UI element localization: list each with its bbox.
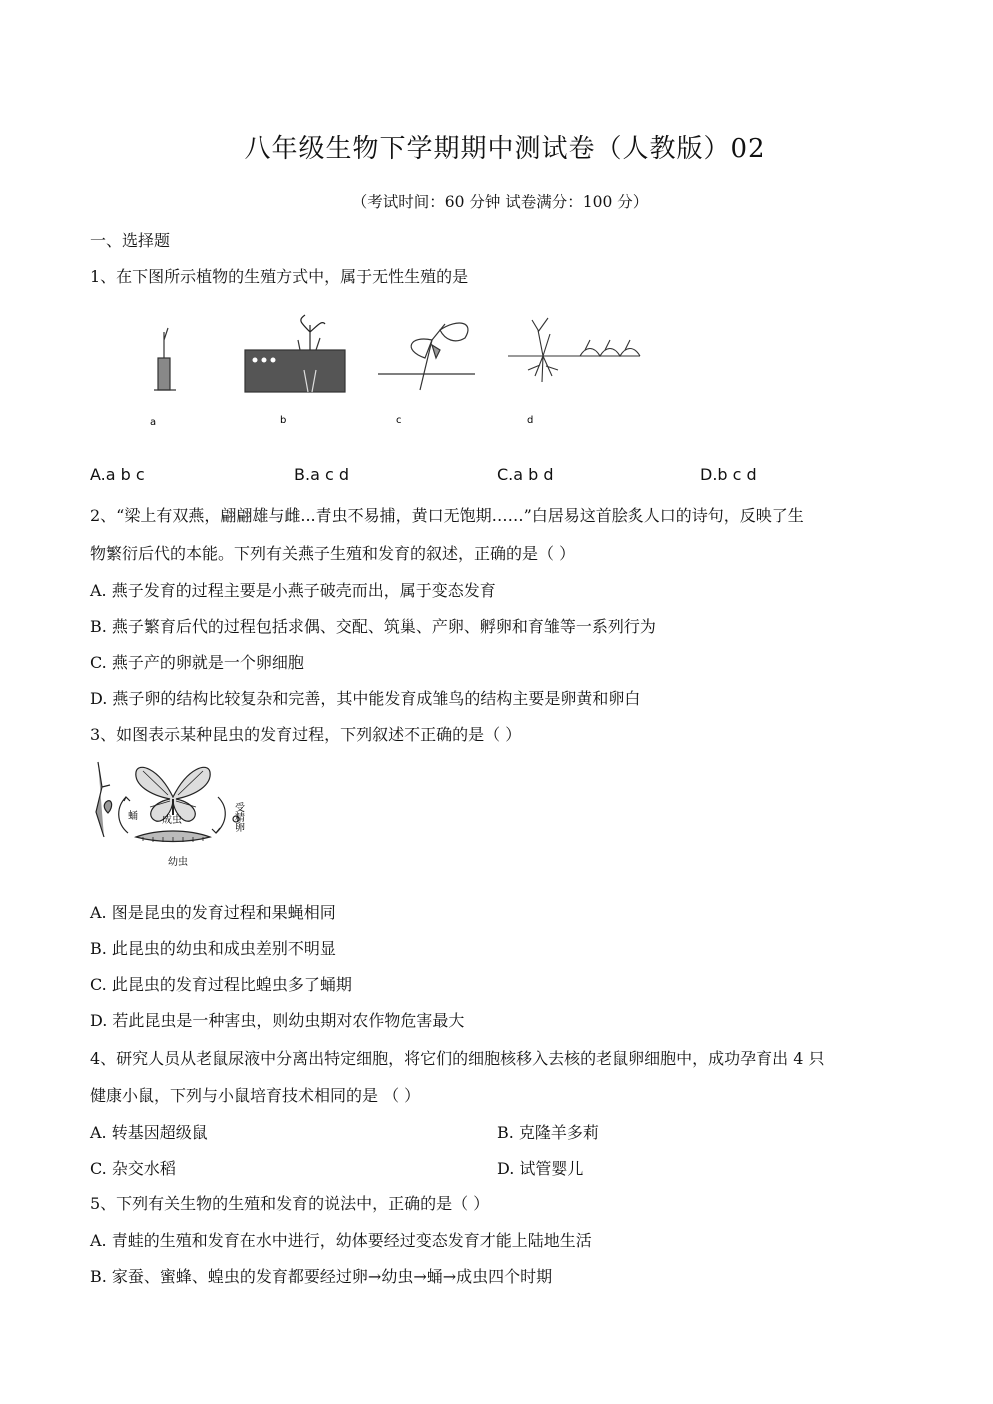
q3-option-a: A. 图是昆虫的发育过程和果蝇相同 bbox=[90, 903, 336, 922]
q4-stem-line1: 4、研究人员从老鼠尿液中分离出特定细胞，将它们的细胞核移入去核的老鼠卵细胞中，成功孕育出 4 只 bbox=[90, 1049, 825, 1068]
q4-stem-line2: 健康小鼠，下列与小鼠培育技术相同的是 （ ） bbox=[90, 1086, 421, 1105]
q1-plant-figure bbox=[140, 310, 660, 435]
q4-option-b: B. 克隆羊多莉 bbox=[497, 1123, 599, 1142]
q3-option-c: C. 此昆虫的发育过程比蝗虫多了蛹期 bbox=[90, 975, 352, 994]
section-heading: 一、选择题 bbox=[90, 231, 171, 250]
q4-option-a: A. 转基因超级鼠 bbox=[90, 1123, 208, 1142]
q1-option-a: A.a b c bbox=[90, 465, 145, 484]
q4-option-d: D. 试管婴儿 bbox=[497, 1159, 584, 1178]
q3-option-b: B. 此昆虫的幼虫和成虫差别不明显 bbox=[90, 939, 336, 958]
label-adult: 成虫 bbox=[162, 815, 182, 826]
figure-a-grafting bbox=[154, 328, 176, 390]
q5-option-b: B. 家蚕、蜜蜂、蝗虫的发育都要经过卵→幼虫→蛹→成虫四个时期 bbox=[90, 1267, 553, 1286]
figure-label-a: a bbox=[150, 417, 157, 428]
page-title: 八年级生物下学期期中测试卷（人教版）02 bbox=[244, 134, 766, 164]
q5-option-a: A. 青蛙的生殖和发育在水中进行，幼体要经过变态发育才能上陆地生活 bbox=[90, 1231, 592, 1250]
figure-d-runner bbox=[508, 318, 640, 382]
q1-option-c: C.a b d bbox=[497, 465, 554, 484]
figure-label-d: d bbox=[527, 415, 534, 426]
q2-stem-line2: 物繁衍后代的本能。下列有关燕子生殖和发育的叙述，正确的是（ ） bbox=[90, 544, 576, 563]
label-fertilized-egg-1: 受精卵 bbox=[232, 802, 244, 832]
figure-label-c: c bbox=[396, 415, 402, 426]
q2-option-c: C. 燕子产的卵就是一个卵细胞 bbox=[90, 653, 304, 672]
q2-option-a: A. 燕子发育的过程主要是小燕子破壳而出，属于变态发育 bbox=[90, 581, 496, 600]
q1-stem: 1、在下图所示植物的生殖方式中，属于无性生殖的是 bbox=[90, 267, 469, 286]
q2-option-b: B. 燕子繁育后代的过程包括求偶、交配、筑巢、产卵、孵卵和育雏等一系列行为 bbox=[90, 617, 656, 636]
figure-b-seedling bbox=[245, 315, 345, 392]
q1-option-d: D.b c d bbox=[700, 465, 757, 484]
label-larva: 幼虫 bbox=[168, 857, 188, 868]
q3-option-d: D. 若此昆虫是一种害虫，则幼虫期对农作物危害最大 bbox=[90, 1011, 465, 1030]
q4-option-c: C. 杂交水稻 bbox=[90, 1159, 176, 1178]
label-pupa: 蛹 bbox=[128, 811, 138, 822]
q3-stem: 3、如图表示某种昆虫的发育过程，下列叙述不正确的是（ ） bbox=[90, 725, 522, 744]
q2-stem-line1: 2、“梁上有双燕，翩翩雄与雌...青虫不易捕，黄口无饱期……”白居易这首脍炙人口的诗句，反映了生 bbox=[90, 506, 804, 525]
q2-option-d: D. 燕子卵的结构比较复杂和完善，其中能发育成雏鸟的结构主要是卵黄和卵白 bbox=[90, 689, 641, 708]
figure-label-b: b bbox=[280, 415, 287, 426]
q3-insect-lifecycle-figure bbox=[88, 757, 258, 877]
q5-stem: 5、下列有关生物的生殖和发育的说法中，正确的是（ ） bbox=[90, 1194, 490, 1213]
label-fertilized-egg bbox=[233, 802, 245, 833]
figure-c-cutting bbox=[378, 323, 475, 390]
exam-info: （考试时间：60 分钟 试卷满分：100 分） bbox=[351, 193, 649, 211]
branch-pupa-icon bbox=[96, 762, 112, 837]
q1-option-b: B.a c d bbox=[294, 465, 349, 484]
